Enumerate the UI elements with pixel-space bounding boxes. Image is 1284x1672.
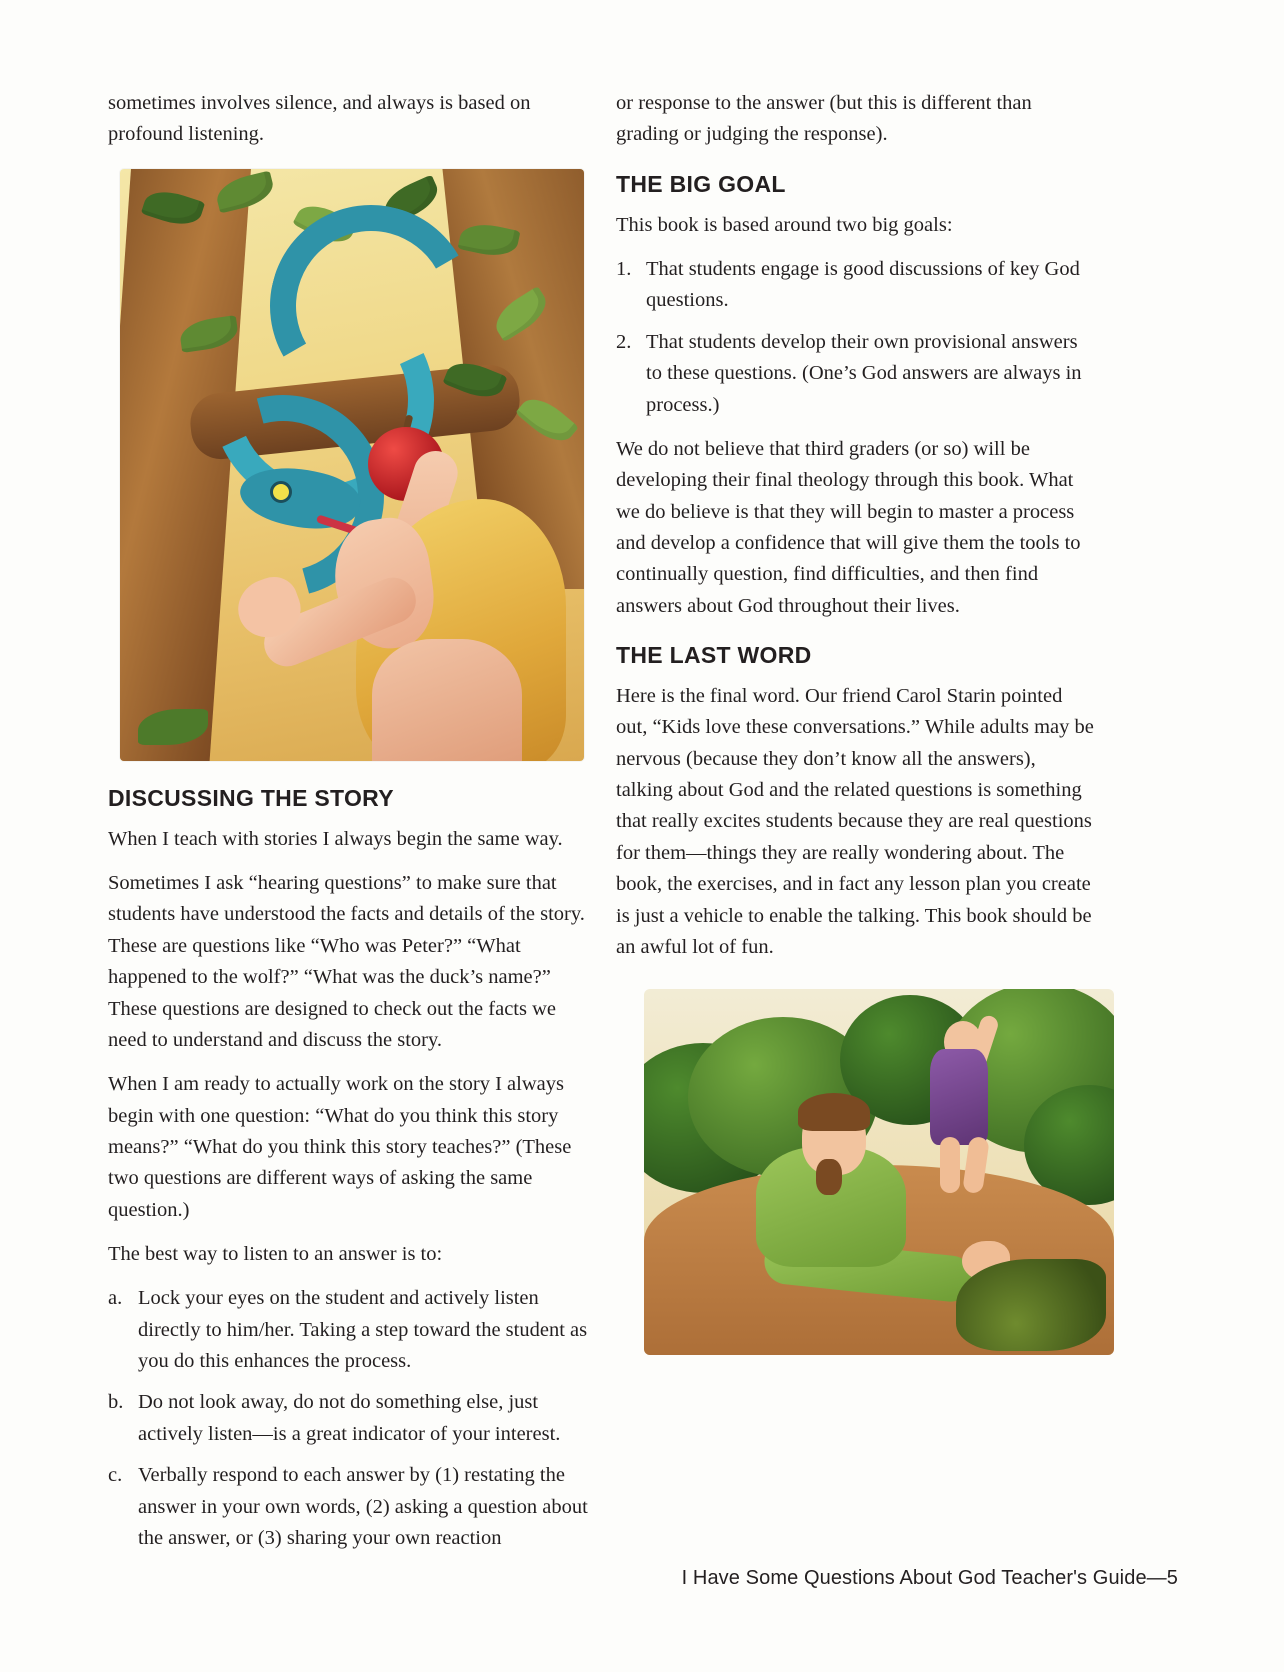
serpent-and-eve-illustration xyxy=(120,169,584,761)
list-marker: 2. xyxy=(616,330,632,353)
paragraph: This book is based around two big goals: xyxy=(616,213,953,236)
list-item xyxy=(616,254,1096,317)
walking-man-leg xyxy=(940,1137,960,1193)
list-item-text: Verbally respond to each answer by (1) restating the answer in your own words, (2) asking a question about the answer, or (3) sharing your own reaction xyxy=(138,1464,588,1549)
heading-the-last-word: THE LAST WORD xyxy=(616,642,812,669)
paragraph: When I am ready to actually work on the story I always begin with one question: “What do you think this story means?” “What do you think this story teaches?” (These two questions are different ways of asking the same question.) xyxy=(108,1073,572,1221)
paragraph: The best way to listen to an answer is to: xyxy=(108,1243,443,1266)
grass-clump xyxy=(956,1259,1106,1351)
page-content xyxy=(108,88,1178,1589)
list-item xyxy=(108,1283,588,1377)
list-item-text: Lock your eyes on the student and actively listen directly to him/her. Taking a step toward the student as you do this enhances the process. xyxy=(138,1287,588,1373)
seated-man-hair xyxy=(798,1093,870,1131)
seated-man-beard xyxy=(816,1159,842,1195)
figure-body xyxy=(372,639,522,761)
walking-man-body xyxy=(930,1049,988,1145)
list-marker: c. xyxy=(108,1464,123,1487)
right-continued-paragraph: or response to the answer (but this is different than grading or judging the response). xyxy=(616,92,1032,146)
list-item xyxy=(616,327,1096,421)
heading-discussing-the-story: DISCUSSING THE STORY xyxy=(108,784,394,811)
right-column xyxy=(616,88,1096,1355)
list-marker: a. xyxy=(108,1287,123,1310)
listening-steps-list xyxy=(108,1283,588,1554)
serpent-eye xyxy=(270,481,292,503)
paragraph: Here is the final word. Our friend Carol Starin pointed out, “Kids love these conversations.” While adults may be nervous (because they don’t know all the answers), talking about God and the related questions is something that really excites students because they are real questions for them—things they are really wondering about. The book, the exercises, and in fact any lesson plan you create is just a vehicle to enable the talking. This book should be an awful lot of fun. xyxy=(616,685,1094,958)
paragraph: When I teach with stories I always begin the same way. xyxy=(108,827,563,850)
list-item xyxy=(108,1460,588,1554)
big-goals-list xyxy=(616,254,1096,421)
list-marker: 1. xyxy=(616,258,632,281)
list-item-text: That students develop their own provisional answers to these questions. (One’s God answers are always in process.) xyxy=(646,330,1082,416)
heading-the-big-goal: THE BIG GOAL xyxy=(616,170,786,197)
list-item-text: That students engage is good discussions of key God questions. xyxy=(646,258,1080,312)
two-men-outdoors-illustration xyxy=(644,989,1114,1355)
page-footer: I Have Some Questions About God Teacher's Guide—5 xyxy=(681,1567,1178,1589)
paragraph: We do not believe that third graders (or so) will be developing their final theology through this book. What we do believe is that they will begin to master a process and develop a confidence that will give them the tools to continually question, find difficulties, and then find answers about God throughout their lives. xyxy=(616,437,1081,617)
list-item xyxy=(108,1387,588,1450)
list-item-text: Do not look away, do not do something else, just actively listen—is a great indicator of your interest. xyxy=(138,1391,561,1445)
left-column xyxy=(108,88,588,1567)
list-marker: b. xyxy=(108,1391,124,1414)
left-continued-paragraph: sometimes involves silence, and always is based on profound listening. xyxy=(108,92,531,146)
paragraph: Sometimes I ask “hearing questions” to make sure that students have understood the facts and details of the story. These are questions like “Who was Peter?” “What happened to the wolf?” “What was the duck’s name?” These questions are designed to check out the facts we need to understand and discuss the story. xyxy=(108,872,585,1051)
